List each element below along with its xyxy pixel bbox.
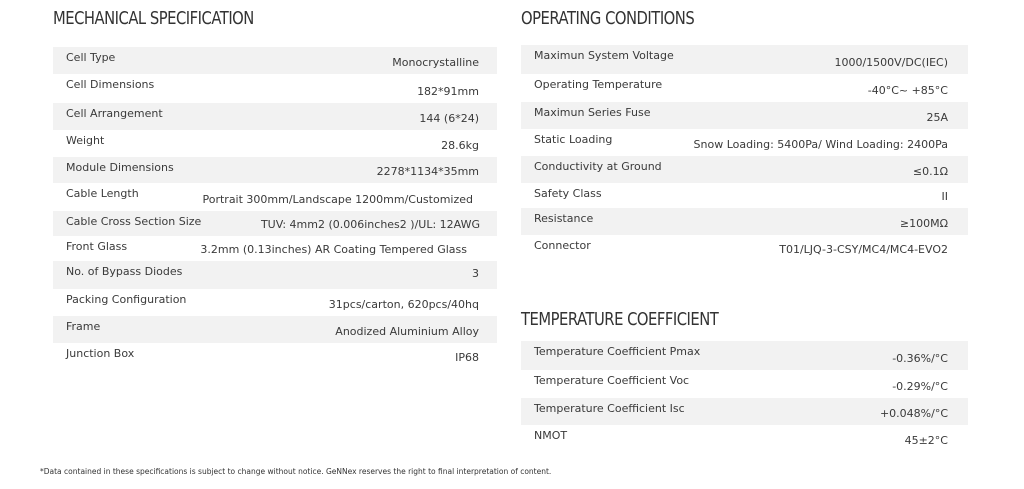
row-value: 2278*1134*35mm (376, 165, 479, 178)
row-label: Temperature Coefficient Isc (534, 402, 685, 415)
row-value: IP68 (455, 351, 479, 364)
mechanical-spec-table (53, 47, 497, 369)
table-row (521, 235, 968, 261)
table-row (521, 102, 968, 129)
row-value: TUV: 4mm2 (0.006inches2 )/UL: 12AWG (260, 218, 480, 231)
row-value: ≥100MΩ (899, 217, 948, 230)
table-row (521, 45, 968, 74)
row-label: Static Loading (534, 133, 613, 146)
table-row (521, 74, 968, 102)
row-value: 31pcs/carton, 620pcs/40hq (328, 298, 479, 311)
row-label: Maximun System Voltage (534, 49, 674, 62)
row-value: -0.29%/°C (892, 380, 948, 393)
table-row (521, 425, 968, 452)
row-label: Cable Cross Section Size (66, 215, 202, 228)
row-label: Front Glass (66, 240, 128, 253)
row-label: Safety Class (534, 187, 602, 200)
table-row (53, 103, 497, 130)
table-row (521, 398, 968, 425)
table-row (53, 316, 497, 343)
table-row (53, 343, 497, 369)
table-row (53, 157, 497, 183)
table-row (53, 261, 497, 289)
row-label: Cell Arrangement (66, 107, 163, 120)
row-value: 28.6kg (441, 139, 479, 152)
row-label: Resistance (534, 212, 594, 225)
row-label: Weight (66, 134, 105, 147)
operating-conditions-table (521, 45, 968, 261)
disclaimer-footnote: *Data contained in these specifications is subject to change without notice. GeNNex reserves the right to final interpretation of content. (40, 467, 552, 476)
row-value: 3.2mm (0.13inches) AR Coating Tempered Glass (200, 243, 467, 256)
row-label: Temperature Coefficient Pmax (534, 345, 701, 358)
row-value: -40°C~ +85°C (867, 84, 948, 97)
table-row (53, 236, 497, 261)
table-row (521, 370, 968, 398)
operating-conditions-title: OPERATING CONDITIONS (521, 8, 695, 29)
mechanical-spec-title: MECHANICAL SPECIFICATION (53, 8, 254, 29)
row-value: Snow Loading: 5400Pa/ Wind Loading: 2400Pa (693, 138, 948, 151)
table-row (521, 129, 968, 156)
row-label: Temperature Coefficient Voc (534, 374, 690, 387)
row-value: 182*91mm (417, 85, 479, 98)
row-label: Maximun Series Fuse (534, 106, 651, 119)
table-row (53, 47, 497, 74)
table-row (521, 183, 968, 208)
row-label: No. of Bypass Diodes (66, 265, 183, 278)
table-row (53, 211, 497, 236)
row-value: Monocrystalline (392, 56, 479, 69)
row-value: ≤0.1Ω (912, 165, 948, 178)
row-label: Cell Type (66, 51, 116, 64)
row-value: 3 (472, 267, 479, 280)
row-value: +0.048%/°C (879, 407, 948, 420)
row-label: NMOT (534, 429, 568, 442)
row-value: Portrait 300mm/Landscape 1200mm/Customized (202, 193, 473, 206)
row-label: Junction Box (66, 347, 135, 360)
row-label: Module Dimensions (66, 161, 174, 174)
table-row (53, 130, 497, 157)
row-value: T01/LJQ-3-CSY/MC4/MC4-EVO2 (779, 243, 948, 256)
table-row (521, 156, 968, 183)
row-value: Anodized Aluminium Alloy (335, 325, 479, 338)
row-value: 25A (926, 111, 948, 124)
table-row (521, 341, 968, 370)
temperature-coefficient-table (521, 341, 968, 452)
table-row (53, 74, 497, 103)
table-row (521, 208, 968, 235)
row-label: Conductivity at Ground (534, 160, 662, 173)
row-value: 45±2°C (904, 434, 948, 447)
row-label: Cable Length (66, 187, 139, 200)
row-label: Packing Configuration (66, 293, 187, 306)
row-value: -0.36%/°C (892, 352, 948, 365)
temperature-coefficient-title: TEMPERATURE COEFFICIENT (521, 309, 719, 330)
row-label: Cell Dimensions (66, 78, 155, 91)
table-row (53, 183, 497, 211)
row-label: Operating Temperature (534, 78, 663, 91)
row-label: Frame (66, 320, 101, 333)
row-value: II (941, 190, 948, 203)
table-row (53, 289, 497, 316)
row-value: 144 (6*24) (419, 112, 479, 125)
row-value: 1000/1500V/DC(IEC) (834, 56, 948, 69)
row-label: Connector (534, 239, 591, 252)
